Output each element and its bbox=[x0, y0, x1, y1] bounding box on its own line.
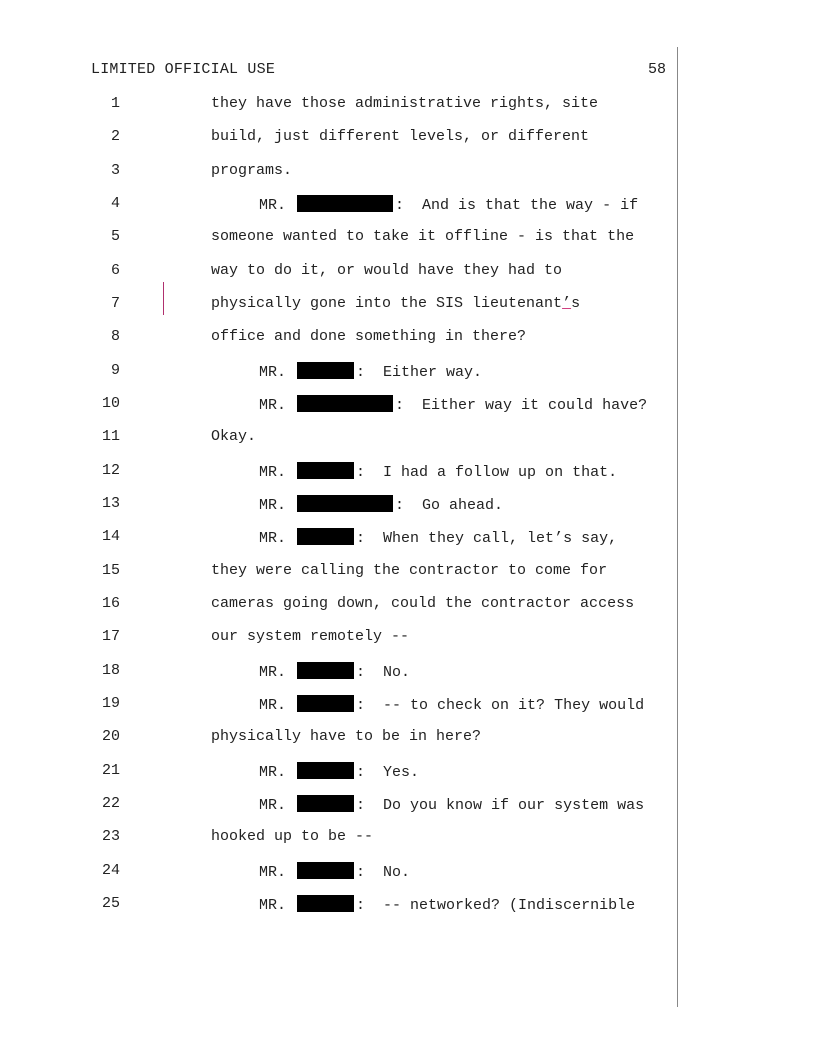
transcript-line bbox=[0, 295, 680, 319]
transcript-line bbox=[0, 528, 680, 552]
redacted-name-block bbox=[297, 762, 354, 779]
line-text: our system remotely -- bbox=[211, 628, 410, 645]
transcript-line bbox=[0, 95, 680, 119]
speaker-prefix: MR. bbox=[259, 497, 287, 514]
line-text: : Either way. bbox=[356, 364, 483, 381]
line-text: they were calling the contractor to come for bbox=[211, 562, 608, 579]
speaker-prefix: MR. bbox=[259, 797, 287, 814]
line-number: 22 bbox=[101, 795, 120, 812]
speaker-prefix: MR. bbox=[259, 864, 287, 881]
line-text: cameras going down, could the contractor access bbox=[211, 595, 635, 612]
speaker-prefix: MR. bbox=[259, 664, 287, 681]
line-number: 20 bbox=[101, 728, 120, 745]
speaker-prefix: MR. bbox=[259, 197, 287, 214]
redacted-name-block bbox=[297, 462, 354, 479]
line-text: programs. bbox=[211, 162, 293, 179]
speaker-line bbox=[259, 762, 419, 781]
transcript-line bbox=[0, 795, 680, 819]
redacted-name-block bbox=[297, 795, 354, 812]
speaker-line bbox=[259, 895, 635, 914]
transcript-line bbox=[0, 428, 680, 452]
line-number: 15 bbox=[101, 562, 120, 579]
speaker-line bbox=[259, 528, 617, 547]
transcript-line bbox=[0, 728, 680, 752]
line-number: 21 bbox=[101, 762, 120, 779]
speaker-line bbox=[259, 695, 644, 714]
line-number: 17 bbox=[101, 628, 120, 645]
transcript-line bbox=[0, 495, 680, 519]
transcript-line bbox=[0, 462, 680, 486]
transcript-line bbox=[0, 262, 680, 286]
line-number: 8 bbox=[110, 328, 120, 345]
line-text: : When they call, let’s say, bbox=[356, 530, 618, 547]
transcript-line bbox=[0, 395, 680, 419]
transcript-line bbox=[0, 195, 680, 219]
line-text: : I had a follow up on that. bbox=[356, 464, 618, 481]
line-number: 13 bbox=[101, 495, 120, 512]
transcript-line bbox=[0, 328, 680, 352]
line-text bbox=[211, 295, 580, 312]
speaker-prefix: MR. bbox=[259, 764, 287, 781]
line-text-part: s bbox=[571, 295, 581, 312]
line-text: office and done something in there? bbox=[211, 328, 527, 345]
speaker-prefix: MR. bbox=[259, 464, 287, 481]
speaker-line bbox=[259, 862, 410, 881]
transcript-line bbox=[0, 228, 680, 252]
line-text: Okay. bbox=[211, 428, 257, 445]
line-text: : -- networked? (Indiscernible bbox=[356, 897, 636, 914]
speaker-line bbox=[259, 662, 410, 681]
tracked-change-apostrophe: ’ bbox=[562, 295, 572, 312]
line-text: : And is that the way - if bbox=[395, 197, 639, 214]
line-number: 6 bbox=[110, 262, 120, 279]
line-text: : No. bbox=[356, 664, 411, 681]
redacted-name-block bbox=[297, 862, 354, 879]
transcript-line bbox=[0, 362, 680, 386]
line-number: 16 bbox=[101, 595, 120, 612]
line-number: 1 bbox=[110, 95, 120, 112]
speaker-line bbox=[259, 362, 482, 381]
line-number: 2 bbox=[110, 128, 120, 145]
speaker-line bbox=[259, 795, 644, 814]
speaker-line bbox=[259, 495, 503, 514]
redacted-name-block bbox=[297, 662, 354, 679]
line-number: 19 bbox=[101, 695, 120, 712]
transcript-line bbox=[0, 828, 680, 852]
transcript-line bbox=[0, 595, 680, 619]
line-number: 18 bbox=[101, 662, 120, 679]
redacted-name-block bbox=[297, 895, 354, 912]
transcript-line bbox=[0, 895, 680, 919]
speaker-line bbox=[259, 195, 638, 214]
redacted-name-block bbox=[297, 362, 354, 379]
line-text: : No. bbox=[356, 864, 411, 881]
speaker-prefix: MR. bbox=[259, 697, 287, 714]
line-text: they have those administrative rights, site bbox=[211, 95, 599, 112]
line-text: : -- to check on it? They would bbox=[356, 697, 645, 714]
line-text: : Go ahead. bbox=[395, 497, 504, 514]
line-text: : Either way it could have? bbox=[395, 397, 648, 414]
transcript-line bbox=[0, 128, 680, 152]
line-number: 10 bbox=[101, 395, 120, 412]
line-number: 12 bbox=[101, 462, 120, 479]
line-text: someone wanted to take it offline - is that the bbox=[211, 228, 635, 245]
line-number: 4 bbox=[110, 195, 120, 212]
speaker-prefix: MR. bbox=[259, 364, 287, 381]
classification-header: LIMITED OFFICIAL USE bbox=[91, 61, 276, 78]
line-number: 5 bbox=[110, 228, 120, 245]
line-number: 3 bbox=[110, 162, 120, 179]
transcript-line bbox=[0, 695, 680, 719]
line-number: 7 bbox=[110, 295, 120, 312]
redacted-name-block bbox=[297, 395, 393, 412]
line-text: way to do it, or would have they had to bbox=[211, 262, 563, 279]
line-text: build, just different levels, or different bbox=[211, 128, 590, 145]
transcript-line bbox=[0, 562, 680, 586]
transcript-line bbox=[0, 862, 680, 886]
transcript-line bbox=[0, 762, 680, 786]
line-number: 11 bbox=[101, 428, 120, 445]
transcript-line bbox=[0, 162, 680, 186]
redacted-name-block bbox=[297, 195, 393, 212]
line-number: 9 bbox=[110, 362, 120, 379]
line-text: hooked up to be -- bbox=[211, 828, 374, 845]
line-text-part: physically gone into the SIS lieutenant bbox=[211, 295, 563, 312]
page-number: 58 bbox=[648, 61, 667, 78]
line-text: physically have to be in here? bbox=[211, 728, 482, 745]
line-text: : Do you know if our system was bbox=[356, 797, 645, 814]
redacted-name-block bbox=[297, 528, 354, 545]
line-text: : Yes. bbox=[356, 764, 420, 781]
speaker-line bbox=[259, 395, 647, 414]
line-number: 14 bbox=[101, 528, 120, 545]
line-number: 25 bbox=[101, 895, 120, 912]
redacted-name-block bbox=[297, 495, 393, 512]
line-number: 23 bbox=[101, 828, 120, 845]
transcript-line bbox=[0, 662, 680, 686]
line-number: 24 bbox=[101, 862, 120, 879]
speaker-prefix: MR. bbox=[259, 397, 287, 414]
redacted-name-block bbox=[297, 695, 354, 712]
speaker-line bbox=[259, 462, 617, 481]
transcript-line bbox=[0, 628, 680, 652]
speaker-prefix: MR. bbox=[259, 897, 287, 914]
speaker-prefix: MR. bbox=[259, 530, 287, 547]
